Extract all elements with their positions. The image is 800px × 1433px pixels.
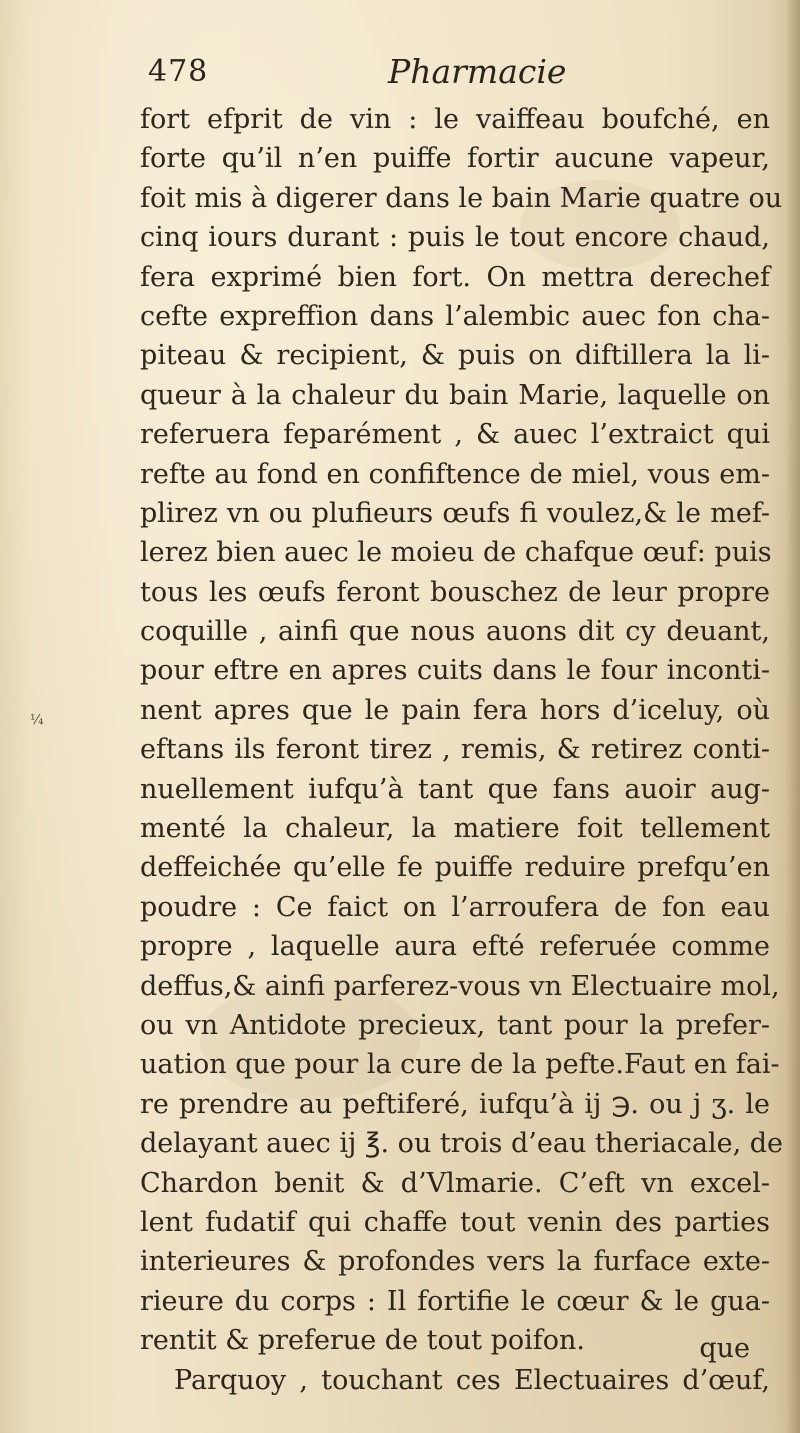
text-line: deffus,& ainfi parferez-vous vn Electuaire mol, bbox=[140, 970, 780, 1002]
text-line: pour eftre en apres cuits dans le four inconti- bbox=[140, 655, 770, 687]
text-line: cefte expreffion dans l’alembic auec fon cha- bbox=[140, 300, 770, 332]
text-line: rentit & preferue de tout poifon. bbox=[140, 1325, 585, 1357]
text-line: uation que pour la cure de la pefte.Faut en fai- bbox=[140, 1049, 780, 1081]
text-line: interieures & profondes vers la furface exte- bbox=[140, 1246, 770, 1278]
page-header bbox=[148, 52, 708, 96]
body-text bbox=[140, 100, 784, 1400]
text-line: referuera feparément , & auec l’extraict qui bbox=[140, 419, 770, 451]
text-line: tous les œufs feront bouschez de leur propre bbox=[140, 576, 770, 608]
page-edge-shadow bbox=[786, 0, 800, 1433]
text-line: lent fudatif qui chaffe tout venin des parties bbox=[140, 1206, 770, 1238]
text-line: rieure du corps : Il fortifie le cœur & le gua- bbox=[140, 1285, 770, 1317]
text-line: nuellement iufqu’à tant que fans auoir aug- bbox=[140, 773, 770, 805]
text-line: eftans ils feront tirez , remis, & retirez conti- bbox=[140, 734, 770, 766]
text-line: forte qu’il n’en puiffe fortir aucune vapeur, bbox=[140, 143, 770, 175]
text-line: poudre : Ce faict on l’arroufera de fon eau bbox=[140, 891, 770, 923]
text-line: fort efprit de vin : le vaiffeau boufché, en bbox=[140, 104, 770, 135]
text-line: menté la chaleur, la matiere foit tellement bbox=[140, 813, 770, 845]
text-line: piteau & recipient, & puis on diftillera la li- bbox=[140, 340, 770, 372]
running-title: Pharmacie bbox=[388, 52, 567, 91]
catchword: que bbox=[699, 1333, 750, 1364]
text-line: nent apres que le pain fera hors d’iceluy, où bbox=[140, 694, 770, 726]
text-line: refte au fond en confiftence de miel, vous em- bbox=[140, 458, 770, 490]
text-line: cinq iours durant : puis le tout encore chaud, bbox=[140, 222, 770, 254]
text-line: coquille , ainfi que nous auons dit cy deuant, bbox=[140, 616, 770, 648]
text-line: lerez bien auec le moieu de chafque œuf: puis bbox=[140, 537, 772, 569]
text-line: Parquoy , touchant ces Electuaires d’œuf, bbox=[174, 1364, 770, 1396]
text-line: queur à la chaleur du bain Marie, laquelle on bbox=[140, 379, 770, 411]
margin-mark: ¼ bbox=[30, 712, 44, 728]
text-line: plirez vn ou plufieurs œufs fi voulez,& le mef- bbox=[140, 497, 770, 529]
text-line: ou vn Antidote precieux, tant pour la prefer- bbox=[140, 1009, 770, 1041]
text-line: delayant auec ij ℥. ou trois d’eau theriacale, de bbox=[140, 1128, 784, 1160]
text-line: foit mis à digerer dans le bain Marie quatre ou bbox=[140, 182, 783, 214]
page-number: 478 bbox=[148, 54, 209, 89]
text-line: fera exprimé bien fort. On mettra derechef bbox=[140, 261, 770, 293]
text-line: deffeichée qu’elle fe puiffe reduire prefqu’en bbox=[140, 852, 770, 884]
text-line: Chardon benit & d’Vlmarie. C’eft vn excel- bbox=[140, 1167, 770, 1199]
text-line: propre , laquelle aura efté referuée comme bbox=[140, 931, 770, 963]
text-line: re prendre au peftiferé, iufqu’à ij ℈. ou j ʒ. le bbox=[140, 1088, 770, 1120]
